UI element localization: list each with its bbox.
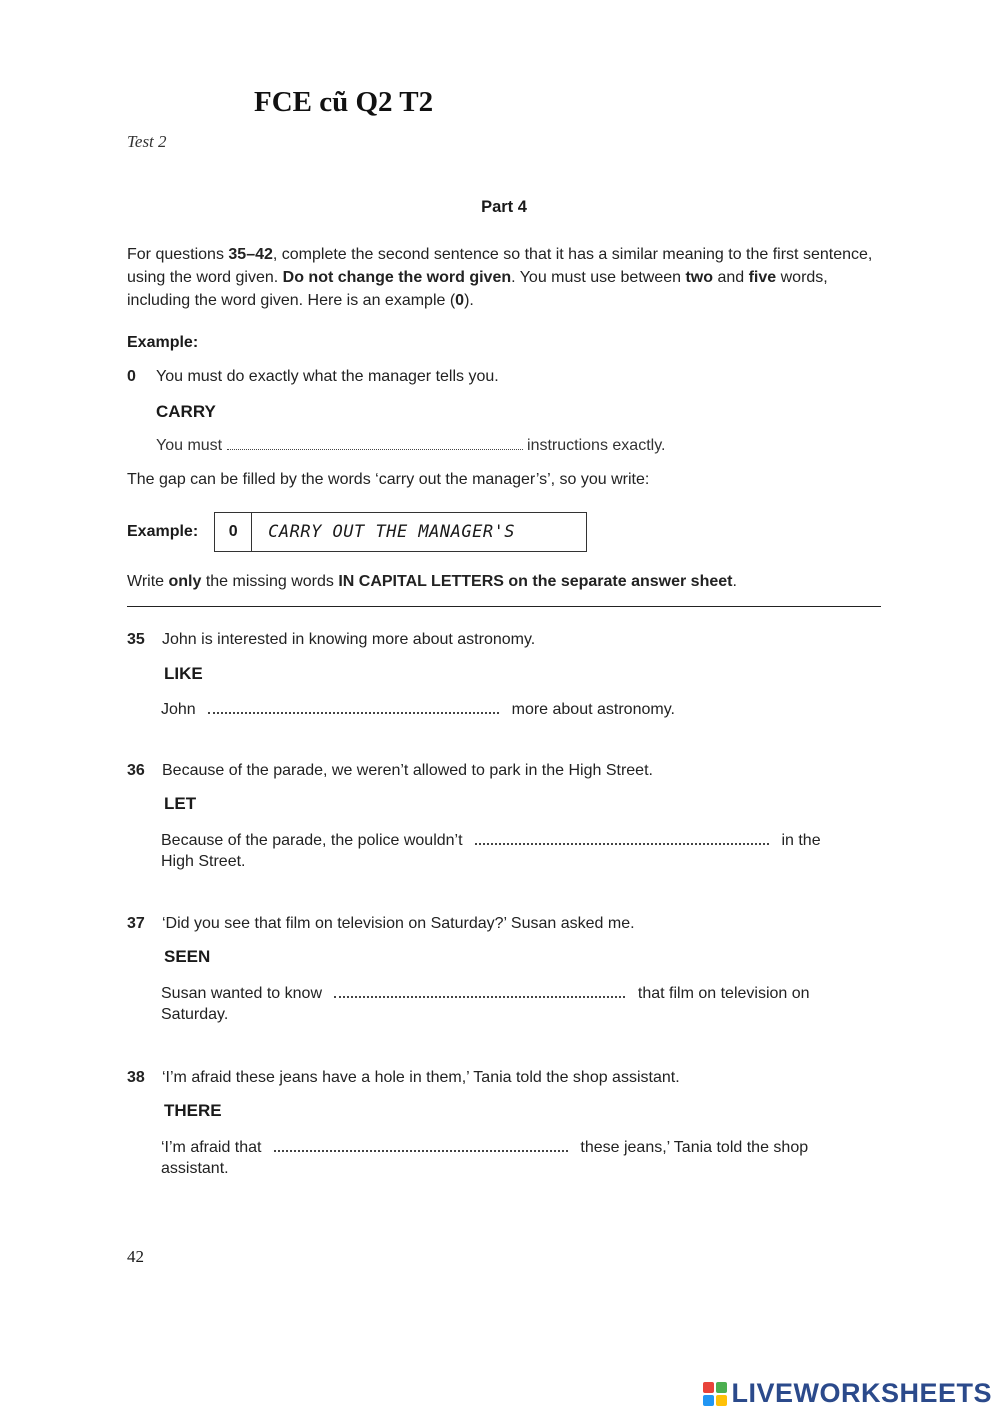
liveworksheets-logo-icon — [703, 1382, 727, 1406]
keyword-35: LIKE — [164, 664, 203, 683]
example-heading: Example: — [127, 334, 199, 351]
answer-gap-37[interactable] — [334, 984, 625, 998]
answer-line-35: John more about astronomy. — [161, 701, 675, 718]
logo-square-yellow — [716, 1395, 727, 1406]
question-38: 38 ‘I’m afraid these jeans have a hole in them,’ Tania told the shop assistant. — [127, 1069, 680, 1086]
answer-line-38-cont: assistant. — [161, 1160, 229, 1177]
document-title: FCE cũ Q2 T2 — [254, 86, 434, 118]
question-36: 36 Because of the parade, we weren’t allowed to park in the High Street. — [127, 762, 653, 779]
answer-line-38: ‘I’m afraid that these jeans,’ Tania told the shop — [161, 1139, 809, 1156]
answer-line-36: Because of the parade, the police wouldn’t in the — [161, 832, 821, 849]
keyword-37: SEEN — [164, 947, 211, 966]
instructions: For questions 35–42, complete the second sentence so that it has a similar meaning to the first sentence, using the word given. Do not change the word given. You must use between two and five words, including the word given. Here is an example (0). — [127, 246, 873, 309]
logo-square-green — [716, 1382, 727, 1393]
example-answer-row: Example: 0 CARRY OUT THE MANAGER'S — [127, 512, 587, 552]
logo-square-blue — [703, 1395, 714, 1406]
example-keyword: CARRY — [156, 402, 216, 421]
answer-gap-36[interactable] — [475, 831, 769, 845]
example-explanation: The gap can be filled by the words ‘carry out the manager’s’, so you write: — [127, 471, 650, 488]
write-instruction: Write only the missing words IN CAPITAL LETTERS on the separate answer sheet. — [127, 573, 737, 590]
liveworksheets-brand[interactable] — [703, 1378, 992, 1409]
answer-gap-35[interactable] — [208, 700, 499, 714]
answer-line-37-cont: Saturday. — [161, 1006, 229, 1023]
test-label: Test 2 — [127, 132, 167, 151]
keyword-38: THERE — [164, 1101, 222, 1120]
page-number: 42 — [127, 1247, 144, 1266]
answer-line-37: Susan wanted to know that film on television on — [161, 985, 810, 1002]
example-gap — [227, 437, 523, 450]
question-35: 35 John is interested in knowing more about astronomy. — [127, 631, 536, 648]
answer-line-36-cont: High Street. — [161, 853, 246, 870]
logo-square-red — [703, 1382, 714, 1393]
part-heading: Part 4 — [481, 198, 527, 216]
answer-gap-38[interactable] — [274, 1138, 568, 1152]
example-answer-box: 0 CARRY OUT THE MANAGER'S — [214, 512, 587, 552]
divider — [127, 606, 881, 607]
question-37: 37 ‘Did you see that film on television on Saturday?’ Susan asked me. — [127, 915, 635, 932]
brand-text: LIVEWORKSHEETS — [731, 1378, 992, 1408]
example-gap-line: You must instructions exactly. — [156, 437, 666, 454]
example-sentence: 0 You must do exactly what the manager tells you. — [127, 368, 499, 385]
keyword-36: LET — [164, 794, 197, 813]
